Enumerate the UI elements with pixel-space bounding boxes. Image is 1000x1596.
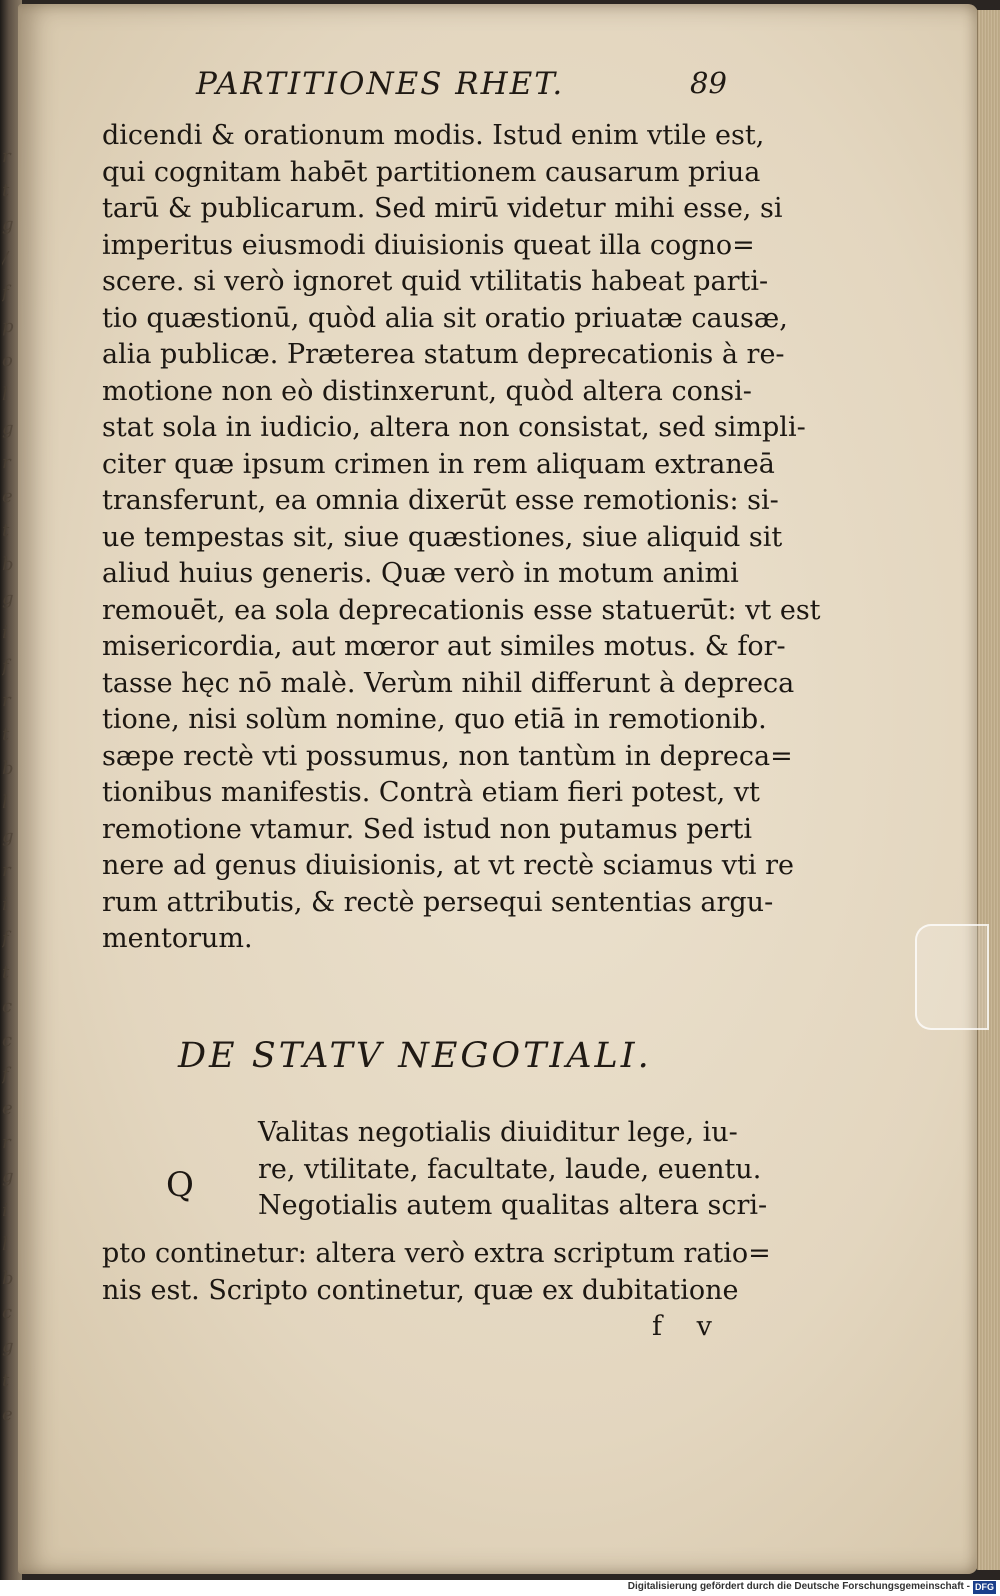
drop-capital: Q [166, 1165, 194, 1205]
digitization-credit: Digitalisierung gefördert durch die Deutsche Forschungsgemeinschaft - [627, 1581, 970, 1592]
text-line: alia publicæ. Præterea statum deprecationis à re- [102, 339, 785, 370]
text-line: mentorum. [102, 923, 253, 954]
indented-text [258, 1115, 768, 1225]
text-line: Negotialis autem qualitas altera scri- [258, 1190, 768, 1221]
text-line: qui cognitam habēt partitionem causarum priua [102, 156, 761, 188]
text-line: imperitus eiusmodi diuisionis queat illa cogno= [102, 229, 755, 261]
text-line: stat sola in iudicio, altera non consistat, sed simpli- [102, 412, 806, 443]
text-line: re, vtilitate, facultate, laude, euentu. [258, 1153, 762, 1185]
text-line: remouēt, ea sola deprecationis esse statuerūt: vt est [102, 594, 821, 626]
running-title: PARTITIONES RHET. [196, 66, 565, 102]
dfg-logo: DFG [975, 1582, 994, 1592]
text-line: pto continetur: altera verò extra scriptum ratio= [102, 1238, 771, 1269]
text-line: misericordia, aut mœror aut similes motus. & for- [102, 631, 786, 662]
text-line: citer quæ ipsum crimen in rem aliquam extraneā [102, 448, 775, 480]
text-line: tarū & publicarum. Sed mirū videtur mihi esse, si [102, 193, 783, 224]
text-line: tio quæstionū, quòd alia sit oratio priuatæ causæ, [102, 302, 788, 334]
text-line: dicendi & orationum modis. Istud enim vtile est, [102, 120, 765, 151]
section-text [102, 1236, 771, 1309]
body-text [102, 118, 821, 958]
signature-number: v [696, 1311, 712, 1342]
text-line: sæpe rectè vti possumus, non tantùm in depreca= [102, 740, 793, 772]
text-line: tionibus manifestis. Contrà etiam fieri potest, vt [102, 777, 760, 808]
text-line: remotione vtamur. Sed istud non putamus perti [102, 813, 752, 845]
clip-tab [915, 924, 989, 1030]
text-line: transferunt, ea omnia dixerūt esse remotionis: si- [102, 485, 779, 516]
text-line: scere. si verò ignoret quid vtilitatis habeat parti- [102, 266, 769, 297]
text-line: nis est. Scripto continetur, quæ ex dubitatione [102, 1274, 739, 1306]
text-line: tione, nisi solùm nomine, quo etiā in remotionib. [102, 704, 767, 735]
text-line: Valitas negotialis diuiditur lege, iu- [258, 1117, 738, 1148]
text-line: nere ad genus diuisionis, at vt rectè sciamus vti re [102, 850, 794, 881]
text-line: tasse hęc nō malè. Verùm nihil differunt à depreca [102, 667, 795, 699]
text-line: ue tempestas sit, siue quæstiones, siue aliquid sit [102, 521, 783, 553]
facing-page-bleed: r t g / f p o l g r e t b g i f r t b l g r i f t c c f e r g i l b c g t e [2, 146, 14, 1425]
text-line: rum attributis, & rectè persequi sententias argu- [102, 886, 774, 918]
signature-mark [652, 1311, 712, 1342]
text-line: aliud huius generis. Quæ verò in motum animi [102, 558, 739, 589]
signature-letter: f [652, 1311, 662, 1342]
page-number: 89 [690, 66, 727, 100]
text-line: motione non eò distinxerunt, quòd altera consi- [102, 375, 752, 407]
section-heading: DE STATV NEGOTIALI. [178, 1036, 652, 1076]
page-stack-edge [977, 10, 1000, 1570]
